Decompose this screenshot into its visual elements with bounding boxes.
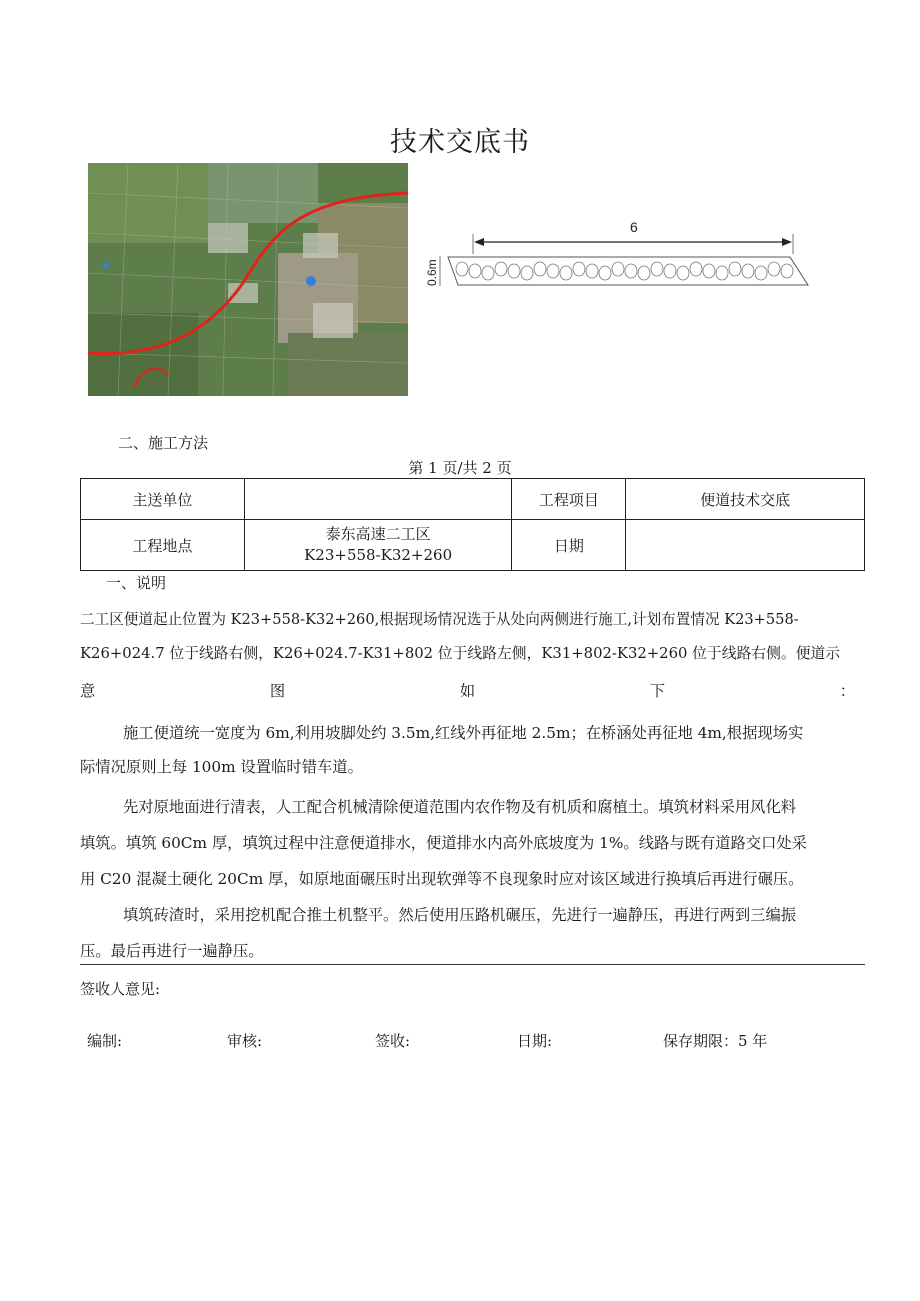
table-row [81,520,865,571]
paragraph-line: 际情况原则上每 100m 设置临时错车道。 [80,758,363,776]
spaced-char: 如 [459,682,476,700]
footer-date-label: 日期: [517,1032,553,1050]
paragraph-line: 施工便道统一宽度为 6m,利用坡脚处约 3.5m,红线外再征地 2.5m；在桥涵处再征地 4m,根据现场实 [123,724,804,742]
section-description-heading: 一、说明 [106,574,167,592]
received-by-label: 签收: [375,1032,411,1050]
label-project: 工程项目 [512,479,626,520]
document-title: 技术交底书 [390,127,530,158]
paragraph-line: 先对原地面进行清表，人工配合机械清除便道范围内农作物及有机质和腐植土。填筑材料采用风化料 [123,798,797,816]
route-satellite-map [88,163,408,396]
label-sending-unit: 主送单位 [81,479,245,520]
diagram-height-label: 0.6m [425,259,439,286]
spaced-char: 图 [269,682,286,700]
divider [80,964,865,965]
prepared-by-label: 编制: [87,1032,123,1050]
paragraph-line: 填筑。填筑 60Cm 厚，填筑过程中注意便道排水，便道排水内高外底坡度为 1%。线路与既有道路交口处采 [80,834,808,852]
spaced-char: ： [839,682,855,700]
paragraph-line: 压。最后再进行一遍静压。 [80,942,264,960]
paragraph-line-spaced [80,674,855,708]
signer-opinion-label: 签收人意见: [80,980,161,998]
paragraph-line: K26+024.7 位于线路右侧，K26+024.7-K31+802 位于线路左侧，K31+802-K32+260 位于线路右侧。便道示 [80,645,841,662]
road-cross-section-diagram [418,210,818,300]
label-date: 日期 [512,520,626,571]
info-table [80,478,865,571]
svg-text:◆: ◆ [102,260,110,271]
location-line-1: 泰东高速二工区 [325,525,431,543]
spaced-char: 下 [649,682,666,700]
retention-period-label: 保存期限：5 年 [663,1032,768,1050]
location-line-2: K23+558-K32+260 [304,546,453,564]
value-project: 便道技术交底 [626,479,865,520]
page-number: 第 1 页/共 2 页 [408,459,512,477]
value-date [626,520,865,571]
value-location [244,520,512,571]
reviewed-by-label: 审核: [227,1032,263,1050]
table-row [81,479,865,520]
label-location: 工程地点 [81,520,245,571]
paragraph-line: 填筑砖渣时，采用挖机配合推土机整平。然后使用压路机碾压，先进行一遍静压，再进行两到三编振 [123,906,797,924]
diagram-width-label: 6 [630,219,638,235]
value-sending-unit [244,479,512,520]
spaced-char: 意 [80,682,96,700]
section-method-heading: 二、施工方法 [118,434,209,452]
paragraph-line: 用 C20 混凝土硬化 20Cm 厚，如原地面碾压时出现软弹等不良现象时应对该区域进行换填后再进行碾压。 [80,870,804,888]
paragraph-line: 二工区便道起止位置为 K23+558-K32+260,根据现场情况选于从处向两侧进行施工,计划布置情况 K23+558- [80,611,799,628]
